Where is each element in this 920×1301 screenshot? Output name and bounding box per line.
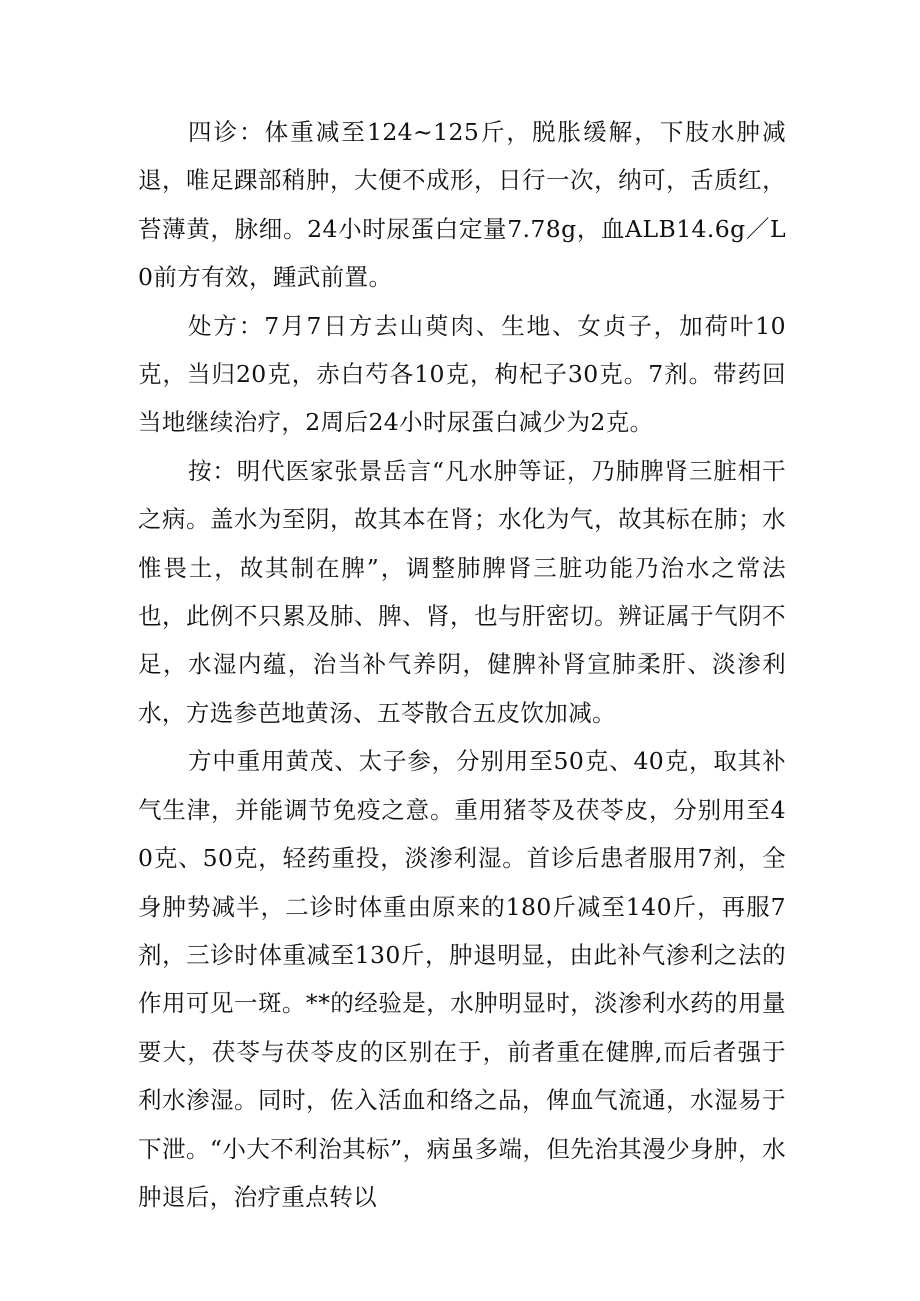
paragraph-formula-analysis: 方中重用黄茂、太子参，分别用至50克、40克，取其补气生津，并能调节免疫之意。重用猪苓及茯苓皮，分别用至40克、50克，轻药重投，淡渗利湿。首诊后患者服用7剂，全身肿势减半，二诊时体重由原来的180斤减至140斤，再服7剂，三诊时体重减至130斤，肿退明显，由此补气渗利之法的作用可见一斑。**的经验是，水肿明显时，淡渗利水药的用量要大，茯苓与茯苓皮的区别在于，前者重在健脾,而后者强于利水渗湿。同时，佐入活血和络之品，俾血气流通，水湿易于下泄。“小大不利治其标”，病虽多端，但先治其漫少身肿，水肿退后，治疗重点转以 <box>138 747 786 1211</box>
document-body <box>138 108 786 1221</box>
paragraph-prescription: 处方：7月7日方去山萸肉、生地、女贞子，加荷叶10克，当归20克，赤白芍各10克，枸杞子30克。7剂。带药回当地继续治疗，2周后24小时尿蛋白减少为2克。 <box>138 311 786 437</box>
paragraph-commentary: 按：明代医家张景岳言“凡水肿等证，乃肺脾肾三脏相干之病。盖水为至阴，故其本在肾；水化为气，故其标在肺；水惟畏土，故其制在脾”，调整肺脾肾三脏功能乃治水之常法也，此例不只累及肺、脾、肾，也与肝密切。辨证属于气阴不足，水湿内蕴，治当补气养阴，健脾补肾宣肺柔肝、淡渗利水，方选参芭地黄汤、五苓散合五皮饮加减。 <box>138 456 786 727</box>
paragraph-fourth-visit: 四诊：体重减至124~125斤，脱胀缓解，下肢水肿减退，唯足踝部稍肿，大便不成形，日行一次，纳可，舌质红，苔薄黄，脉细。24小时尿蛋白定量7.78g，血ALB14.6g／L0前方有效，踵武前置。 <box>138 118 786 292</box>
